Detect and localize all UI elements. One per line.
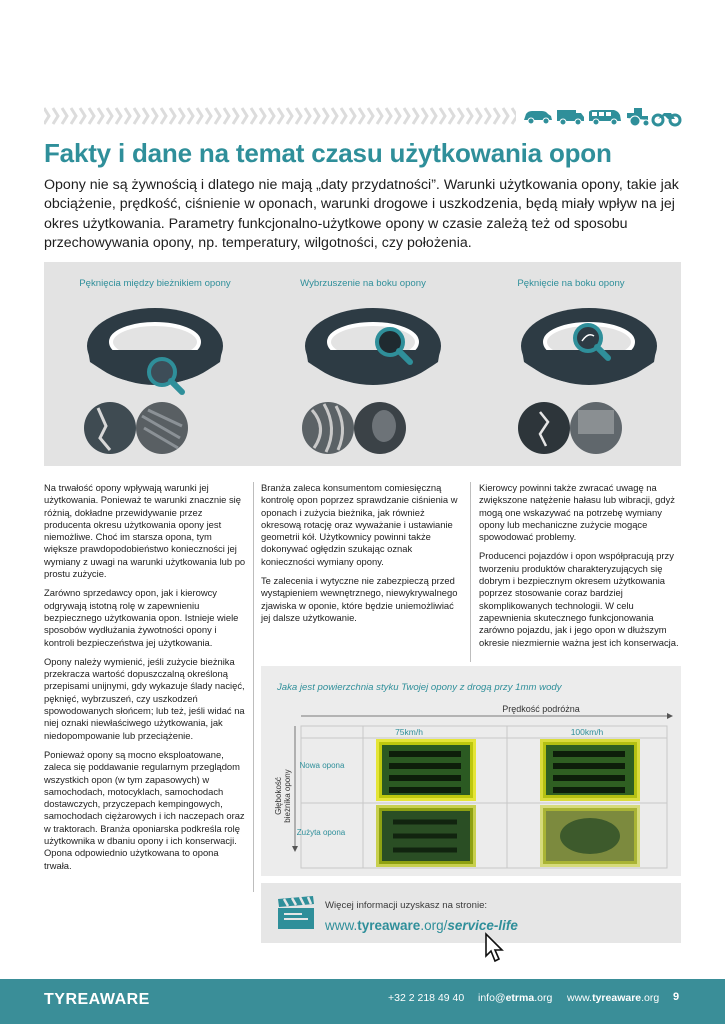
paragraph: Kierowcy powinni także zwracać uwagę na zwiększone natężenie hałasu lub wibracji, gdyż mogą one wskazywać na potrzebę wymiany opony lub mechaniczne zużycie mogące spowodować problemy. bbox=[479, 482, 675, 543]
web-suffix: .org bbox=[641, 992, 660, 1004]
speed-axis-label: Prędkość podróżna bbox=[502, 704, 580, 714]
tyre-icon bbox=[305, 308, 441, 385]
paragraph: Te zalecenia i wytyczne nie zabezpieczą przed wystąpieniem wewnętrznego, niewykrywalnego zjawiska w oponie, które będzie uniemożliwiać jej dalsze użytkowanie. bbox=[261, 575, 458, 623]
sidewall-bulge-detail-photos bbox=[302, 402, 406, 454]
paragraph: Opony należy wymienić, jeśli zużycie bieżnika przekracza wartość dopuszczalną określoną przepisami unijnymi, gdy wykazuje ślady nacięć, pęknięć, wybrzuszeń, czy uszkodzeń spowodowanych słońcem; lub też, jeśli widać na niej oznaki niewłaściwego użytkowania, jak niedopompowanie lub przeciążenie. bbox=[44, 655, 245, 741]
service-life-link[interactable] bbox=[325, 918, 518, 933]
depth-axis-label-line2: bieżnika opony bbox=[283, 769, 292, 823]
paragraph: Na trwałość opony wpływają warunki jej użytkowania. Ponieważ te warunki znacznie się różnią, dokładne przewidywanie przez producenta okresu użytkowania opony jest niemożliwe. Choć im starsza opona, tym większe prawdopodobieństwo konieczności jej wymiany z uwagi na warunki użytkowania lub po prostu zużycie. bbox=[44, 482, 246, 580]
clapperboard-icon bbox=[276, 895, 316, 931]
link-mid: .org/ bbox=[420, 918, 448, 933]
speed-label-100: 100km/h bbox=[570, 727, 604, 737]
tread-crack-detail-photos bbox=[84, 402, 188, 454]
tractor-icon bbox=[627, 108, 649, 126]
tyreaware-logo: TYREAWARE bbox=[44, 991, 150, 1008]
more-info-box bbox=[261, 883, 681, 943]
motorcycle-icon bbox=[653, 113, 680, 125]
contact-patch-grid bbox=[261, 696, 681, 876]
damage-title-sidewall-crack: Pęknięcie na boku opony bbox=[517, 278, 625, 289]
footer-website[interactable] bbox=[567, 992, 659, 1004]
paragraph: Branża zaleca konsumentom comiesięczną kontrolę opon poprzez sprawdzanie ciśnienia w oponach i zużycia bieżnika, jak również okresową rotację oraz wyważanie i ustawianie geometrii kół. Użytkownicy powinni także dokonywać ogłędzin szukając oznak konieczności wymiany opony. bbox=[261, 482, 458, 567]
email-prefix: info@ bbox=[478, 992, 506, 1004]
web-prefix: www. bbox=[567, 992, 593, 1004]
email-suffix: .org bbox=[534, 992, 553, 1004]
intro-paragraph: Opony nie są żywnością i dlatego nie mają „daty przydatności”. Warunki użytkowania opony, takie jak obciążenie, prędkość, ciśnienie w oponach, warunki drogowe i uszkodzenia, będą miały wpływ na jej okres użytkowania. Parametry funkcjonalno-użytkowe opony w czasie zależą też od sposobu przechowywania opony, np. temperatury, wilgotności, czy położenia. bbox=[44, 177, 679, 252]
sidewall-crack-detail-photos bbox=[518, 402, 622, 454]
text-column-2 bbox=[261, 482, 461, 631]
patch-worn-75 bbox=[379, 808, 473, 864]
van-icon bbox=[557, 110, 584, 125]
contact-patch-title: Jaka jest powierzchnia styku Twojej opony z drogą przy 1mm wody bbox=[277, 682, 562, 693]
tread-crack-illustration bbox=[80, 298, 230, 458]
link-prefix: www. bbox=[325, 918, 358, 933]
link-path: service-life bbox=[447, 918, 518, 933]
damage-title-tread-cracks: Pęknięcia między bieżnikiem opony bbox=[79, 278, 231, 289]
sidewall-crack-illustration bbox=[514, 298, 664, 458]
car-icon bbox=[524, 111, 552, 124]
page-title: Fakty i dane na temat czasu użytkowania opon bbox=[44, 138, 612, 168]
vehicle-icons bbox=[522, 104, 682, 128]
sidewall-bulge-illustration bbox=[298, 298, 448, 458]
patch-new-100 bbox=[543, 742, 637, 798]
tyre-damage-panel bbox=[44, 262, 681, 466]
web-brand: tyreaware bbox=[592, 992, 642, 1004]
paragraph: Producenci pojazdów i opon współpracują przy tworzeniu produktów charakteryzujących się dobrym i bezpiecznym okresem użytkowania poprzez stosowanie coraz bardziej skomplikowanych technologii. W celu zapewnienia skutecznego funkcjonowania zarówno pojazdu, jak i jego opon w dłuższym okresie niezmiernie ważna jest ich konserwacja. bbox=[479, 550, 679, 648]
column-divider bbox=[470, 482, 471, 662]
row-label-worn: Zużyta opona bbox=[296, 828, 346, 837]
tread-pattern-band bbox=[44, 105, 516, 127]
row-label-new: Nowa opona bbox=[299, 761, 345, 770]
text-column-3 bbox=[479, 482, 682, 656]
column-divider bbox=[253, 482, 254, 892]
minibus-icon bbox=[589, 110, 621, 125]
paragraph: Ponieważ opony są mocno eksploatowane, zaleca się poddawanie regularnym przeglądom wszystkich opon (w tym zapasowych) w samochodach, motocyklach, samochodach dostawczych, przyczepach kempingowych, samochodach ciężarowych i ich naczepach oraz w traktorach. Branża oponiarska podkreśla rolę użytkownika w dbaniu opony i ich konserwacji. Opona odpowiednio użytkowana to opona trwała. bbox=[44, 748, 245, 871]
footer-phone: +32 2 218 49 40 bbox=[388, 992, 465, 1004]
link-brand: tyreaware bbox=[357, 918, 421, 933]
text-column-1 bbox=[44, 482, 246, 879]
footer-email[interactable] bbox=[478, 992, 552, 1004]
more-info-label: Więcej informacji uzyskasz na stronie: bbox=[325, 900, 488, 911]
damage-title-sidewall-bulge: Wybrzuszenie na boku opony bbox=[300, 278, 426, 289]
patch-worn-100 bbox=[543, 808, 637, 864]
cursor-icon bbox=[484, 932, 504, 964]
depth-axis-label-line1: Głębokość bbox=[274, 777, 283, 815]
patch-new-75 bbox=[379, 742, 473, 798]
page-number: 9 bbox=[673, 991, 680, 1003]
paragraph: Zarówno sprzedawcy opon, jak i kierowcy odgrywają istotną rolę w zapewnieniu bezpiecznego użytkowania opon. Istnieje wiele sposobów wydłużania żywotności opony i kontroli bezpieczeństwa jej użytkowania. bbox=[44, 587, 239, 648]
speed-label-75: 75km/h bbox=[395, 727, 423, 737]
email-brand: etrma bbox=[505, 992, 535, 1004]
